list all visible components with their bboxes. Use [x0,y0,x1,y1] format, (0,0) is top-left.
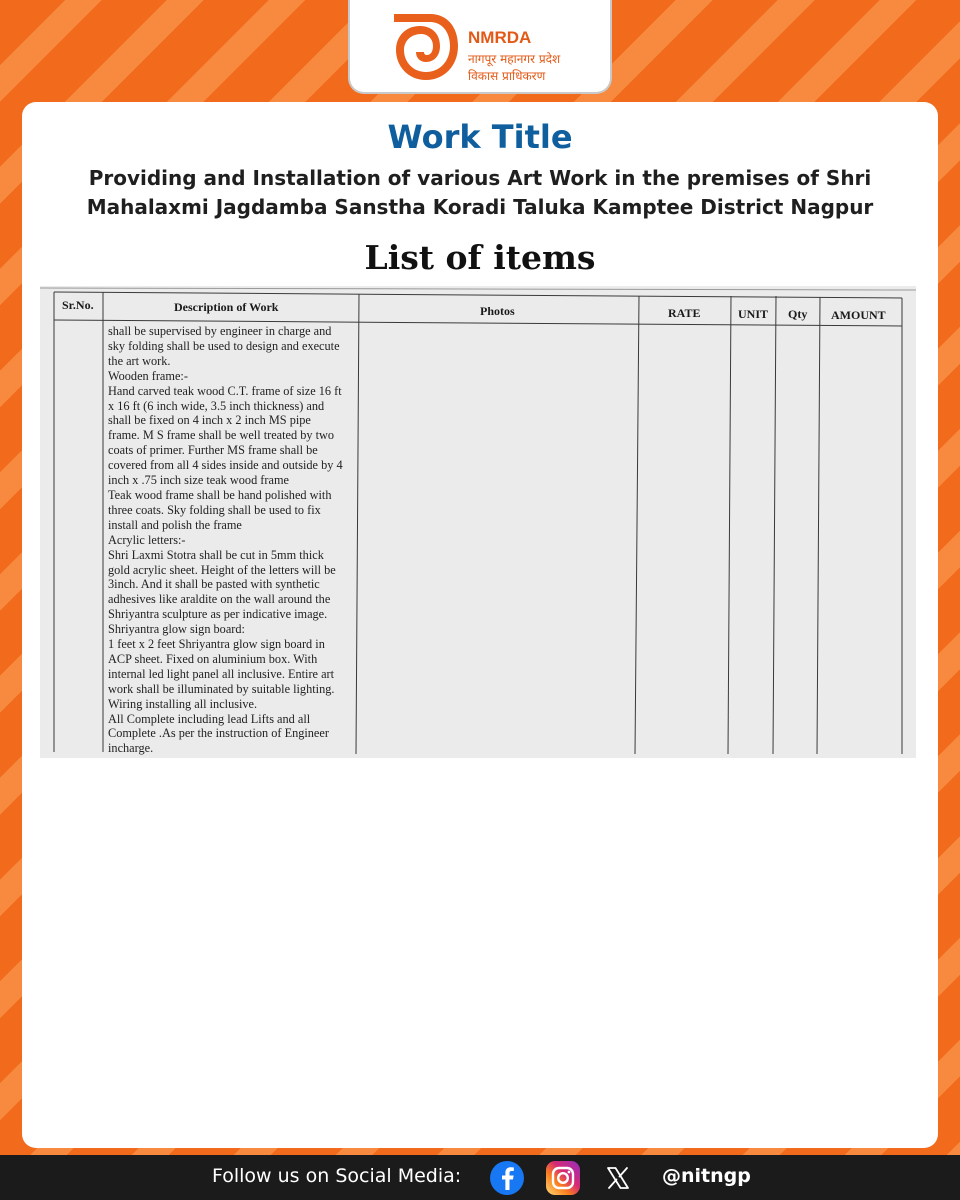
description-line: Wiring installing all inclusive. [108,696,258,711]
description-line: three coats. Sky folding shall be used to fix [108,502,321,517]
nmrda-logo-mark-icon [390,6,460,84]
col-header-photos: Photos [480,304,515,318]
description-line: Complete .As per the instruction of Engineer [108,726,329,741]
description-line: 1 feet x 2 feet Shriyantra glow sign board in [108,637,325,652]
col-header-qty: Qty [788,307,808,321]
description-line: work shall be illuminated by suitable lighting. [108,681,335,696]
description-line: x 16 ft (6 inch wide, 3.5 inch thickness) and [108,398,325,413]
description-line: Acrylic letters:- [108,532,186,547]
nmrda-logo [348,0,612,94]
subtitle-line-2: Mahalaxmi Jagdamba Sanstha Koradi Taluka Kamptee District Nagpur [86,195,874,219]
description-line: Hand carved teak wood C.T. frame of size 16 ft [108,383,342,398]
list-of-items-heading: List of items [364,238,596,277]
description-line: covered from all 4 sides inside and outside by 4 [108,458,343,473]
description-line: shall be supervised by engineer in charge and [108,324,332,338]
description-line: inch x .75 inch size teak wood frame [108,473,289,488]
work-title-heading: Work Title [387,118,573,156]
description-line: install and polish the frame [108,517,242,532]
col-header-rate: RATE [668,306,701,320]
description-line: incharge. [108,741,154,756]
work-subtitle [62,164,898,222]
facebook-icon[interactable] [489,1160,525,1196]
description-line: All Complete including lead Lifts and all [108,711,311,726]
instagram-icon[interactable] [545,1160,581,1196]
description-line: the art work. [108,353,171,368]
logo-name-line2: विकास प्राधिकरण [468,69,546,83]
description-line: sky folding shall be used to design and execute [108,338,340,353]
follow-us-text: Follow us on Social Media: [212,1165,462,1187]
social-handle[interactable]: @nitngp [662,1165,751,1187]
description-line: Teak wood frame shall be hand polished with [108,487,332,502]
description-line: internal led light panel all inclusive. Entire art [108,666,335,681]
description-line: Shriyantra sculpture as per indicative image. [108,607,328,622]
x-icon[interactable] [600,1160,636,1196]
description-line: ACP sheet. Fixed on aluminium box. With [108,651,318,666]
scanned-items-table [40,286,916,758]
description-line: Shriyantra glow sign board: [108,622,245,637]
description-line: Shri Laxmi Stotra shall be cut in 5mm thick [108,547,324,562]
description-line: coats of primer. Further MS frame shall be [108,443,318,458]
description-line: adhesives like araldite on the wall around the [108,592,331,607]
logo-acronym: NMRDA [468,28,532,47]
item-description-cell [108,324,360,756]
description-line: gold acrylic sheet. Height of the letters will be [108,562,336,577]
logo-name-line1: नागपूर महानगर प्रदेश [468,52,561,66]
col-header-description: Description of Work [174,300,279,314]
description-line: shall be fixed on 4 inch x 2 inch MS pipe [108,413,311,428]
col-header-amount: AMOUNT [831,308,886,322]
social-footer [0,1155,960,1200]
description-line: Wooden frame:- [108,368,188,383]
description-line: frame. M S frame shall be well treated by two [108,428,335,443]
col-header-unit: UNIT [738,307,769,321]
col-header-srno: Sr.No. [62,298,94,312]
description-line: 3inch. And it shall be pasted with synthetic [108,577,320,592]
subtitle-line-1: Providing and Installation of various Art Work in the premises of Shri [88,166,872,190]
